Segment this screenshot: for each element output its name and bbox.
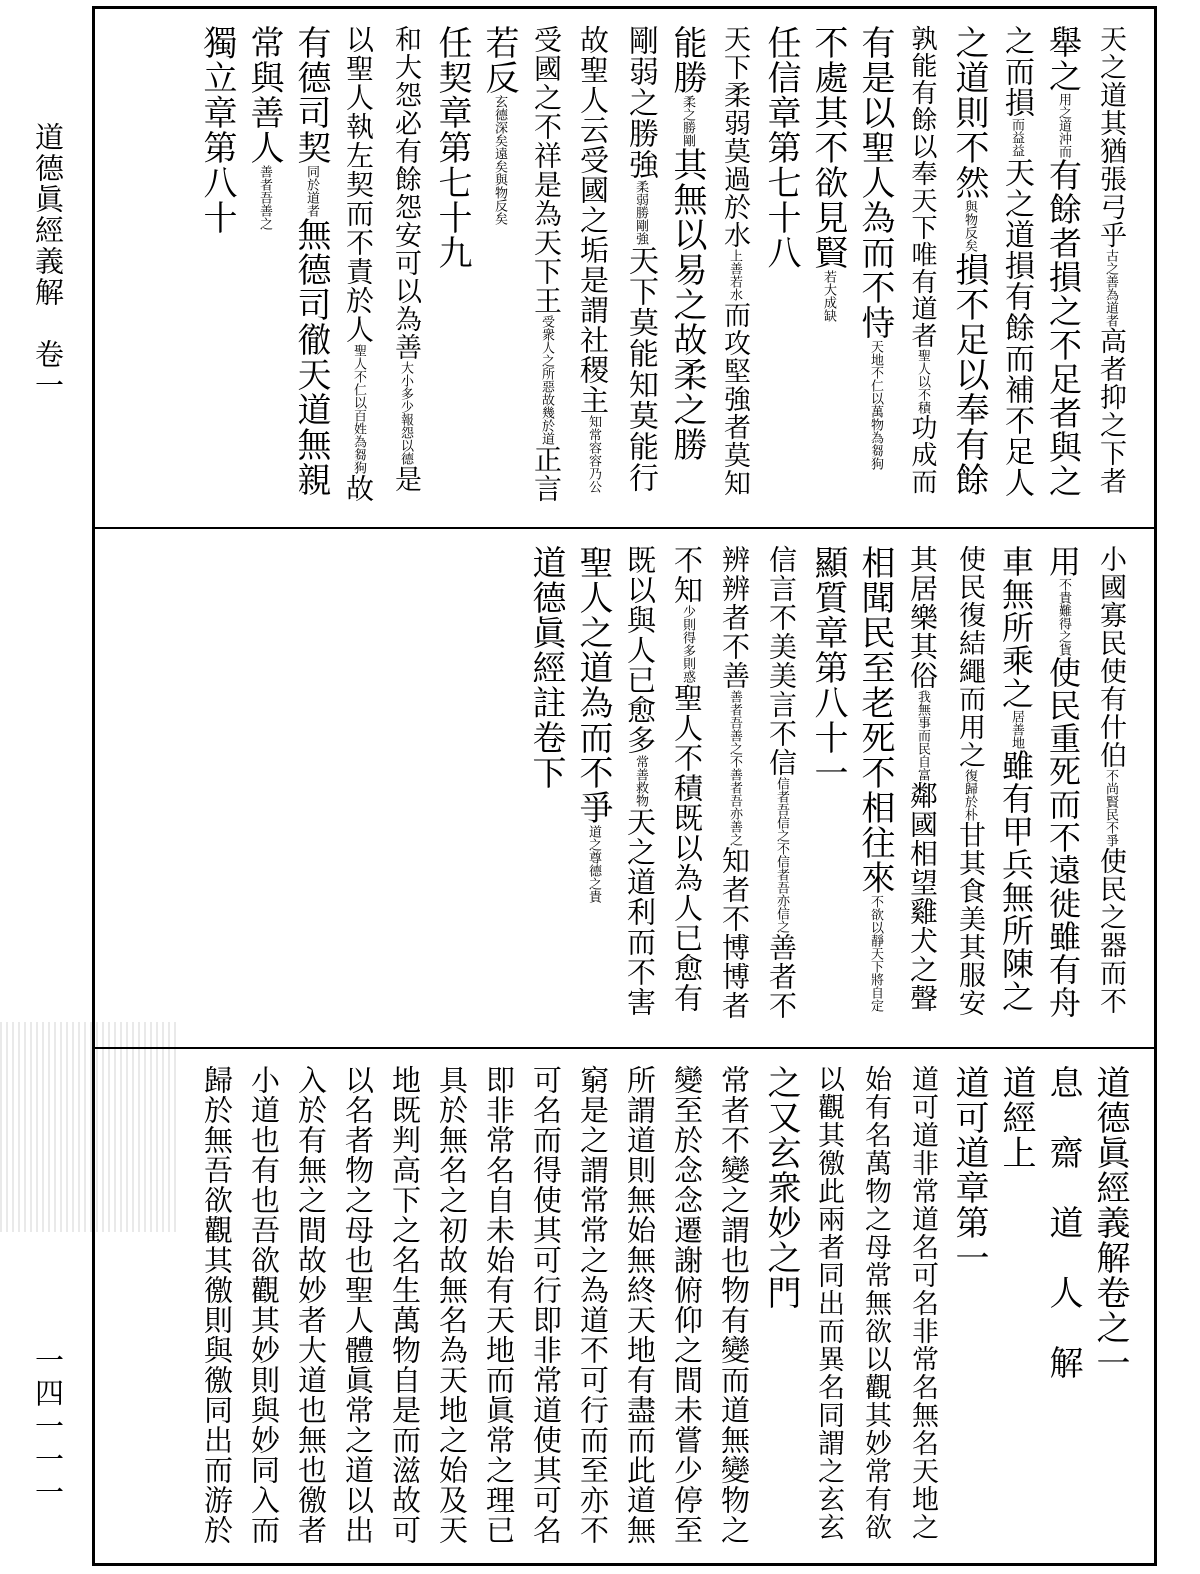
annotation-note: 玄德深矣遠矣與物反矣: [492, 95, 507, 225]
annotation-note: 常善救物: [633, 755, 648, 807]
column-main-text: 具於無名之初故無名為天地之始及天: [435, 1065, 469, 1545]
column-rest-text: 鄰國相望雞犬之聲: [906, 781, 939, 1013]
bottom-column: [712, 1065, 756, 1545]
annotation-note: 善者吾善之: [257, 165, 272, 230]
top-column: [1088, 25, 1132, 495]
column-main-text: 小國寡民使有什伯: [1095, 545, 1126, 769]
top-column: [712, 25, 756, 497]
annotation-note: 我無事而民自富: [915, 690, 930, 781]
column-rest-text: 知者不博博者: [718, 846, 751, 1020]
column-main-text: 用: [1044, 545, 1082, 578]
column-main-text: 受國之不祥是為天下王: [530, 25, 563, 315]
column-rest-text: 而攻堅強者莫知: [719, 301, 750, 497]
column-main-text: 舉之: [1044, 25, 1083, 93]
column-rest-text: 天之道損有餘而補不足人: [999, 157, 1034, 498]
column-main-text: 孰能有餘以奉天下唯有道者: [907, 25, 937, 349]
column-rest-text: 有餘者損之不足者與之: [1044, 158, 1083, 498]
annotation-note: 柔之勝剛: [680, 95, 695, 147]
bottom-column: [383, 1065, 427, 1545]
column-main-text: 以聖人執左契而不責於人: [342, 25, 375, 344]
column-main-text: 變至於念念遷謝俯仰之間未嘗少停至: [670, 1065, 704, 1545]
column-main-text: 任信章第七十八: [761, 25, 801, 270]
top-column: [1041, 25, 1085, 498]
column-main-text: 道經上: [996, 1065, 1036, 1170]
bottom-column: [524, 1065, 568, 1545]
annotation-note: 聖人以不積: [915, 349, 930, 414]
bottom-column: [994, 1065, 1038, 1170]
bottom-column: [477, 1065, 521, 1545]
top-column: [242, 25, 286, 230]
column-main-text: 入於有無之間故妙者大道也無也徼者: [294, 1065, 328, 1545]
column-main-text: 始有名萬物之母常無欲以觀其妙常有欲: [860, 1065, 891, 1541]
annotation-note: 而益益: [1009, 118, 1024, 157]
column-main-text: 常者不變之謂也物有變而道無變物之: [717, 1065, 751, 1545]
annotation-note: 上善若水: [727, 249, 742, 301]
column-main-text: 若反: [479, 25, 519, 95]
column-main-text: 顯質章第八十一: [808, 545, 848, 790]
bottom-column: [947, 1065, 991, 1275]
annotation-note: 同於道者: [304, 165, 319, 217]
top-column: [336, 25, 380, 503]
column-main-text: 天之道其猶張弓乎: [1095, 25, 1126, 249]
top-column: [571, 25, 615, 493]
column-main-text: 歸於無吾欲觀其徼則與徼同出而游於: [200, 1065, 234, 1545]
annotation-note: 復歸於朴: [962, 769, 977, 821]
middle-column: [571, 545, 615, 903]
column-main-text: 和大怨必有餘怨安可以為善: [390, 25, 421, 361]
column-main-text: 小道也有也吾欲觀其妙則與妙同入而: [247, 1065, 281, 1545]
annotation-note: 受衆人之所惡故幾於道: [539, 315, 554, 445]
column-main-text: 地既判高下之名生萬物自是而滋故可: [388, 1065, 422, 1545]
middle-column: [900, 545, 944, 1013]
column-main-text: 聖人之道為而不爭: [573, 545, 613, 825]
page-frame: [92, 6, 1157, 1566]
middle-column: [665, 545, 709, 1013]
panel-bottom: [95, 1049, 1154, 1564]
top-column: [477, 25, 521, 225]
annotation-note: 柔弱勝剛強: [633, 180, 648, 245]
column-main-text: 以觀其徼此兩者同出而異名同謂之玄玄: [813, 1065, 844, 1541]
column-main-text: 有是以聖人為而不恃: [855, 25, 895, 340]
column-main-text: 常與善人: [244, 25, 284, 165]
column-rest-text: 使民重死而不遠徙雖有舟: [1044, 656, 1082, 1019]
annotation-note: 少則得多則惑: [680, 605, 695, 683]
middle-column: [1088, 545, 1132, 1015]
bottom-column: [1041, 1065, 1085, 1380]
middle-column: [994, 545, 1038, 1013]
top-column: [806, 25, 850, 322]
middle-column: [712, 545, 756, 1020]
bottom-column: [1088, 1065, 1132, 1380]
annotation-note: 天地不仁以萬物為芻狗: [868, 340, 883, 470]
bottom-column: [289, 1065, 333, 1545]
column-main-text: 剛弱之勝強: [623, 25, 658, 180]
middle-column: [618, 545, 662, 1017]
column-rest-text: 正言: [530, 445, 563, 503]
column-main-text: 息 齋 道 人 解: [1043, 1065, 1083, 1380]
column-rest-text: 高者抑之下者: [1095, 327, 1126, 495]
column-main-text: 窮是之謂常常之為道不可行而至亦不: [576, 1065, 610, 1545]
annotation-note: 不貴難得之貨: [1056, 578, 1071, 656]
top-column: [618, 25, 662, 493]
column-main-text: 之又玄衆妙之門: [761, 1065, 801, 1310]
top-column: [195, 25, 239, 235]
column-rest-text: 使民之器而不: [1095, 847, 1126, 1015]
middle-column: [947, 545, 991, 1017]
column-rest-text: 無德司徹天道無親: [291, 217, 331, 497]
column-rest-text: 聖人不積既以為人已愈有: [670, 683, 704, 1013]
annotation-note: 聖人不仁以百姓為芻狗: [351, 344, 366, 474]
annotation-note: 古之善為道者: [1103, 249, 1118, 327]
column-rest-text: 是: [390, 465, 421, 493]
annotation-note: 知常容容乃公: [586, 415, 601, 493]
middle-column: [806, 545, 850, 790]
column-rest-text: 天之道利而不害: [623, 807, 657, 1017]
top-column: [665, 25, 709, 462]
column-main-text: 使民復結繩而用之: [954, 545, 985, 769]
top-column: [947, 25, 991, 497]
middle-column: [759, 545, 803, 1020]
column-rest-text: 善者不: [765, 933, 798, 1020]
annotation-note: 善者吾善之不善者吾亦善之: [727, 690, 742, 846]
column-main-text: 其居樂其俗: [906, 545, 939, 690]
middle-column: [853, 545, 897, 1012]
column-main-text: 道德眞經註卷下: [526, 545, 566, 790]
top-column: [759, 25, 803, 270]
column-main-text: 即非常名自未始有天地而眞常之理已: [482, 1065, 516, 1545]
column-main-text: 獨立章第八十: [197, 25, 237, 235]
column-main-text: 不處其不欲見賢: [808, 25, 848, 270]
column-main-text: 辨辨者不善: [718, 545, 751, 690]
column-main-text: 天下柔弱莫過於水: [719, 25, 750, 249]
column-rest-text: 甘其食美其服安: [954, 821, 985, 1017]
column-main-text: 相聞民至老死不相往來: [855, 545, 895, 895]
top-column: [289, 25, 333, 497]
column-rest-text: 損不足以奉有餘: [949, 252, 989, 497]
top-column: [853, 25, 897, 470]
column-main-text: 道德眞經義解卷之一: [1090, 1065, 1130, 1380]
column-main-text: 道可道章第一: [949, 1065, 989, 1275]
bottom-column: [430, 1065, 474, 1545]
bottom-column: [665, 1065, 709, 1545]
column-main-text: 車無所乘之: [997, 545, 1035, 710]
bottom-column: [900, 1065, 944, 1541]
column-rest-text: 功成而: [907, 414, 937, 495]
annotation-note: 用之道沖而: [1056, 93, 1071, 158]
column-main-text: 故聖人云受國之垢是謂社稷主: [576, 25, 610, 415]
panel-middle: [95, 529, 1154, 1047]
middle-column: [524, 545, 568, 790]
margin-page-number: 一四一一一: [31, 1345, 65, 1510]
panel-top: [95, 9, 1154, 527]
bottom-column: [242, 1065, 286, 1545]
middle-column: [1041, 545, 1085, 1019]
column-main-text: 之道則不然: [949, 25, 989, 200]
bottom-column: [571, 1065, 615, 1545]
column-rest-text: 雖有甲兵無所陳之: [997, 749, 1035, 1013]
annotation-note: 不尚賢民不爭: [1103, 769, 1118, 847]
margin-title: 道德眞經義解 卷一: [31, 122, 65, 401]
column-main-text: 有德司契: [291, 25, 331, 165]
column-main-text: 任契章第七十九: [432, 25, 472, 270]
annotation-note: 若大成缺: [821, 270, 836, 322]
bottom-column: [759, 1065, 803, 1310]
column-main-text: 能勝: [667, 25, 707, 95]
bottom-column: [336, 1065, 380, 1545]
column-main-text: 可名而得使其可行即非常道使其可名: [529, 1065, 563, 1545]
column-main-text: 道可道非常道名可名非常名無名天地之: [907, 1065, 938, 1541]
bottom-column: [853, 1065, 897, 1541]
annotation-note: 不欲以靜天下將自定: [868, 895, 883, 1012]
column-main-text: 所謂道則無始無終天地有盡而此道無: [623, 1065, 657, 1545]
column-rest-text: 天下莫能知莫能行: [623, 245, 658, 493]
column-rest-text: 其無以易之故柔之勝: [667, 147, 707, 462]
column-main-text: 以名者物之母也聖人體眞常之道以出: [341, 1065, 375, 1545]
column-main-text: 之而損: [999, 25, 1034, 118]
top-column: [383, 25, 427, 493]
annotation-note: 與物反矣: [962, 200, 977, 252]
annotation-note: 道之尊德之貴: [586, 825, 601, 903]
top-column: [524, 25, 568, 503]
top-column: [430, 25, 474, 270]
column-rest-text: 故: [342, 474, 375, 503]
annotation-note: 信者吾信之不信者吾亦信之: [774, 777, 789, 933]
top-column: [994, 25, 1038, 498]
bottom-column: [618, 1065, 662, 1545]
column-main-text: 既以與人已愈多: [623, 545, 657, 755]
bottom-column: [195, 1065, 239, 1545]
column-main-text: 信言不美美言不信: [765, 545, 798, 777]
top-column: [900, 25, 944, 495]
column-main-text: 不知: [670, 545, 704, 605]
bottom-column: [806, 1065, 850, 1541]
annotation-note: 大小多少報怨以德: [398, 361, 413, 465]
annotation-note: 居善地: [1009, 710, 1024, 749]
